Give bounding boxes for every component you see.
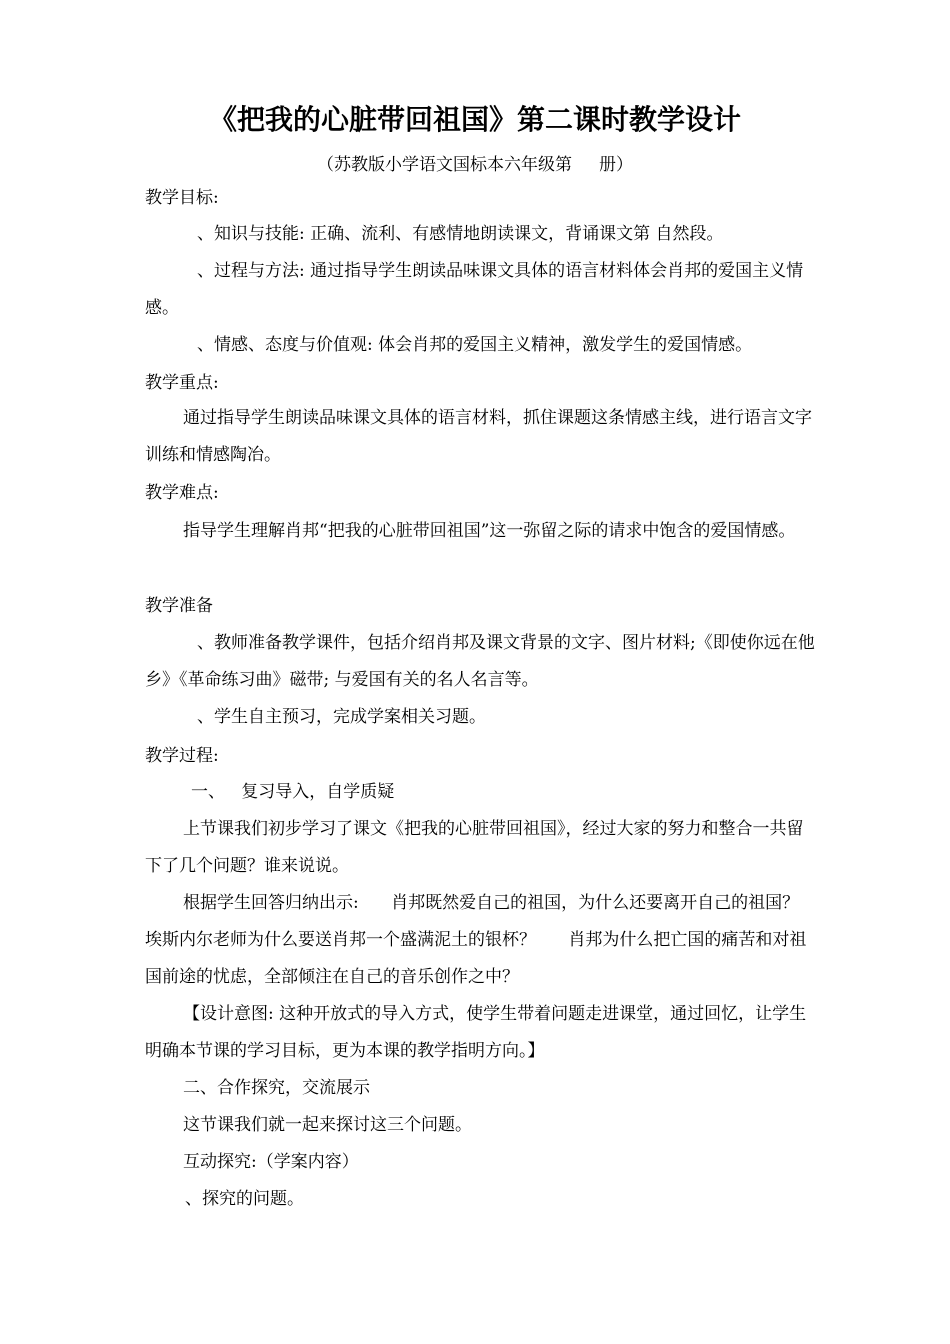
preparation-list — [145, 625, 815, 736]
section-2-heading: 二、合作探究，交流展示 — [183, 1078, 370, 1098]
preparation-item-2: 、学生自主预习，完成学案相关习题。 — [197, 707, 486, 727]
process-paragraph-2: 根据学生回答归纳出示: 肖邦既然爱自己的祖国，为什么还要离开自己的祖国？ 埃斯内尔老师为什么要送肖邦一个盛满泥土的银杯？ 肖邦为什么把亡国的痛苦和对祖国前途的忧虑，全部倾注在自己的音乐创作之中？ — [145, 893, 832, 987]
process-paragraph-3: 这节课我们就一起来探讨这三个问题。 — [183, 1115, 472, 1135]
objective-item-3: 、情感、态度与价值观: 体会肖邦的爱国主义精神，激发学生的爱国情感。 — [197, 335, 753, 355]
objective-item-1: 、知识与技能: 正确、流利、有感情地朗读课文，背诵课文第 自然段。 — [197, 224, 724, 244]
section-1-heading: 一、 复习导入，自学质疑 — [191, 782, 395, 802]
design-intent: 【设计意图: 这种开放式的导入方式，使学生带着问题走进课堂，通过回忆，让学生明确本节课的学习目标，更为本课的教学指明方向。】 — [145, 1004, 807, 1061]
document-subtitle: （苏教版小学语文国标本六年级第 册） — [316, 155, 634, 175]
difficulties-text: 指导学生理解肖邦“把我的心脏带回祖国”这一弥留之际的请求中饱含的爱国情感。 — [183, 521, 796, 541]
preparation-item-1: 、教师准备教学课件，包括介绍肖邦及课文背景的文字、图片材料;《即使你远在他乡》《革命练习曲》磁带; 与爱国有关的名人名言等。 — [145, 633, 815, 690]
key-points-text: 通过指导学生朗读品味课文具体的语言材料，抓住课题这条情感主线，进行语言文字训练和情感陶冶。 — [145, 408, 812, 465]
objective-item-2: 、过程与方法: 通过指导学生朗读品味课文具体的语言材料体会肖邦的爱国主义情感。 — [145, 261, 804, 318]
preparation-heading: 教学准备 — [145, 596, 213, 616]
process-paragraph-4: 互动探究:（学案内容） — [183, 1152, 359, 1172]
key-points-block — [145, 400, 815, 474]
process-paragraph-5: 、探究的问题。 — [185, 1189, 304, 1209]
objectives-list — [145, 216, 815, 364]
key-points-heading: 教学重点: — [145, 373, 219, 393]
difficulties-block — [145, 513, 815, 550]
process-heading: 教学过程: — [145, 746, 219, 766]
process-paragraph-1: 上节课我们初步学习了课文《把我的心脏带回祖国》，经过大家的努力和整合一共留下了几个问题？谁来说说。 — [145, 819, 804, 876]
process-body — [145, 774, 832, 1218]
difficulties-heading: 教学难点: — [145, 483, 219, 503]
objectives-heading: 教学目标: — [145, 188, 219, 208]
document-title: 《把我的心脏带回祖国》第二课时教学设计 — [208, 103, 741, 136]
